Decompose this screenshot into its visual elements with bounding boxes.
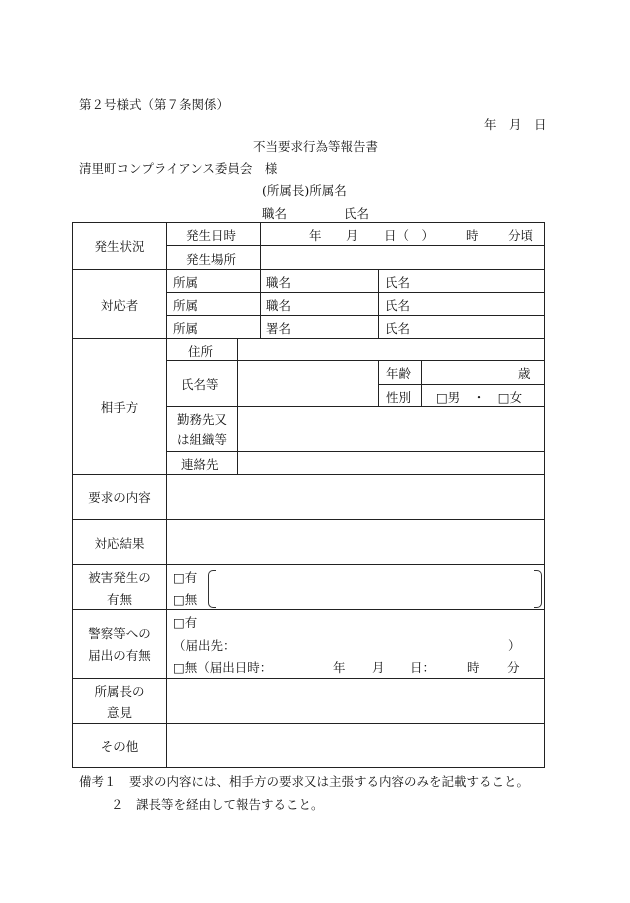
- counterpart-sex-options[interactable]: □男 ・ □女: [436, 390, 523, 405]
- damage-no-checkbox[interactable]: □無: [173, 592, 198, 607]
- demand-label: 要求の内容: [88, 490, 151, 505]
- other-label: その他: [100, 739, 139, 754]
- responder-1-position: 職名: [266, 275, 292, 290]
- damage-label-1: 被害発生の: [88, 570, 151, 585]
- police-yes-checkbox[interactable]: □有: [173, 615, 198, 630]
- counterpart-age-unit: 歳: [518, 366, 531, 381]
- police-hour: 時: [467, 660, 480, 675]
- other-field[interactable]: [168, 725, 543, 766]
- reporter-name: 氏名: [344, 206, 370, 221]
- occurrence-place-label: 発生場所: [186, 252, 237, 267]
- police-label-2: 届出の有無: [88, 648, 151, 663]
- occurrence-day: 日（ ）: [384, 228, 435, 243]
- occurrence-hour: 時: [466, 228, 479, 243]
- police-destination-open: （届出先：: [173, 638, 236, 653]
- note-1: 備考１ 要求の内容には、相手方の要求又は主張する内容のみを記載すること。: [79, 774, 530, 789]
- police-no-line[interactable]: □無（届出日時：: [173, 660, 273, 675]
- police-year: 年: [333, 660, 346, 675]
- result-field[interactable]: [168, 521, 543, 563]
- occurrence-year: 年: [309, 228, 322, 243]
- counterpart-contact-field[interactable]: [239, 453, 543, 473]
- occurrence-place-field[interactable]: [262, 247, 542, 267]
- counterpart-address-label: 住所: [188, 344, 214, 359]
- damage-yes-checkbox[interactable]: □有: [173, 570, 198, 585]
- form-title: 不当要求行為等報告書: [253, 139, 379, 154]
- counterpart-contact-label: 連絡先: [181, 457, 219, 472]
- responder-3-name: 氏名: [385, 321, 411, 336]
- counterpart-name-label: 氏名等: [181, 377, 219, 392]
- police-minute: 分: [507, 660, 520, 675]
- police-label-1: 警察等への: [88, 626, 151, 641]
- responder-1-name: 氏名: [385, 275, 411, 290]
- occurrence-label: 発生状況: [94, 239, 145, 254]
- occurrence-datetime-label: 発生日時: [186, 228, 237, 243]
- counterpart-name-field[interactable]: [239, 362, 377, 405]
- counterpart-age-label: 年齢: [386, 366, 412, 381]
- form-number: 第２号様式（第７条関係）: [79, 97, 230, 112]
- responders-label: 対応者: [100, 298, 139, 313]
- counterpart-workplace-label-2: は組織等: [177, 432, 228, 447]
- police-month: 月: [372, 660, 385, 675]
- damage-label-2: 有無: [106, 592, 132, 607]
- responder-3-position: 署名: [266, 321, 292, 336]
- counterpart-workplace-label-1: 勤務先又: [177, 412, 228, 427]
- police-destination-close: ）: [508, 638, 521, 653]
- damage-detail-bracket-right: [534, 570, 542, 608]
- counterpart-sex-label: 性別: [386, 390, 412, 405]
- responder-2-name: 氏名: [385, 298, 411, 313]
- reporter-position: 職名: [262, 206, 288, 221]
- manager-label-2: 意見: [106, 705, 132, 720]
- responder-3-affiliation: 所属: [173, 321, 199, 336]
- responder-1-affiliation: 所属: [173, 275, 199, 290]
- manager-label-1: 所属長の: [94, 684, 145, 699]
- counterpart-label: 相手方: [100, 400, 139, 415]
- note-2: ２ 課長等を経由して報告すること。: [111, 797, 324, 812]
- counterpart-address-field[interactable]: [239, 340, 543, 359]
- manager-opinion-field[interactable]: [168, 680, 543, 722]
- report-date: 年 月 日: [484, 117, 547, 132]
- addressee: 清里町コンプライアンス委員会 様: [79, 161, 278, 176]
- demand-field[interactable]: [168, 476, 543, 518]
- reporter-affiliation: (所属長)所属名: [262, 183, 347, 198]
- occurrence-month: 月: [346, 228, 359, 243]
- counterpart-workplace-field[interactable]: [239, 408, 543, 450]
- responder-2-position: 職名: [266, 298, 292, 313]
- responder-2-affiliation: 所属: [173, 298, 199, 313]
- police-day: 日：: [410, 660, 436, 675]
- damage-detail-bracket-left: [208, 570, 216, 608]
- occurrence-minute: 分頃: [508, 228, 534, 243]
- damage-detail-field[interactable]: [218, 572, 532, 604]
- result-label: 対応結果: [94, 536, 145, 551]
